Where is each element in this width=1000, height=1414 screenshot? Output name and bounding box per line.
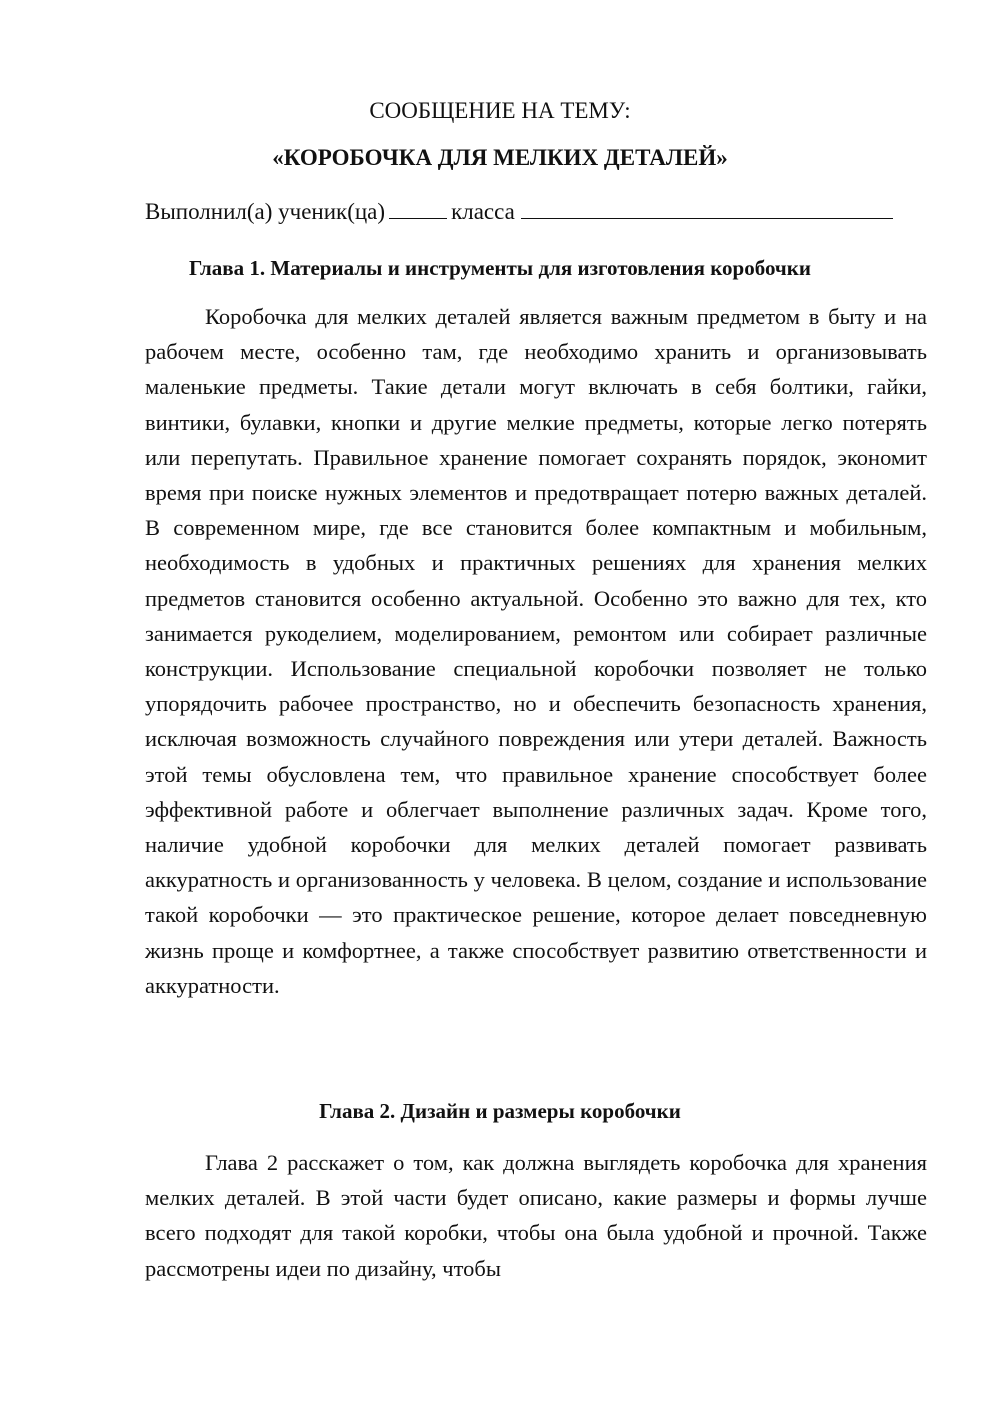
name-blank <box>521 198 893 219</box>
document-subtitle: «КОРОБОЧКА ДЛЯ МЕЛКИХ ДЕТАЛЕЙ» <box>272 145 728 170</box>
document-title: СООБЩЕНИЕ НА ТЕМУ: <box>369 98 631 123</box>
chapter-1-paragraph: Коробочка для мелких деталей является важным предметом в быту и на рабочем месте, особенно там, где необходимо хранить и организовывать маленькие предметы. Такие детали могут включать в себя болтики, гайки, винтики, булавки, кнопки и другие мелкие предметы, которые легко потерять или перепутать. Правильное хранение помогает сохранять порядок, экономит время при поиске нужных элементов и предотвращает потерю важных деталей. В современном мире, где все становится более компактным и мобильным, необходимость в удобных и практичных решениях для хранения мелких предметов становится особенно актуальной. Особенно это важно для тех, кто занимается рукоделием, моделированием, ремонтом или собирает различные конструкции. Использование специальной коробочки позволяет не только упорядочить рабочее пространство, но и обеспечить безопасность хранения, исключая возможность случайного повреждения или утери деталей. Важность этой темы обусловлена тем, что правильное хранение способствует более эффективной работе и облегчает выполнение различных задач. Кроме того, наличие удобной коробочки для мелких деталей помогает развивать аккуратность и организованность у человека. В целом, создание и использование такой коробочки — это практическое решение, которое делает повседневную жизнь проще и комфортнее, а также способствует развитию ответственности и аккуратности. <box>145 304 927 998</box>
chapter-2-heading: Глава 2. Дизайн и размеры коробочки <box>319 1099 681 1123</box>
chapter-1-heading: Глава 1. Материалы и инструменты для изготовления коробочки <box>189 256 811 280</box>
author-class-label: класса <box>451 199 515 224</box>
author-prefix: Выполнил(а) ученик(ца) <box>145 199 386 224</box>
grade-blank <box>389 198 447 219</box>
chapter-2-paragraph: Глава 2 расскажет о том, как должна выглядеть коробочка для хранения мелких деталей. В этой части будет описано, какие размеры и формы лучше всего подходят для такой коробки, чтобы она была удобной и прочной. Также рассмотрены идеи по дизайну, чтобы <box>145 1150 927 1281</box>
author-line <box>145 197 945 227</box>
